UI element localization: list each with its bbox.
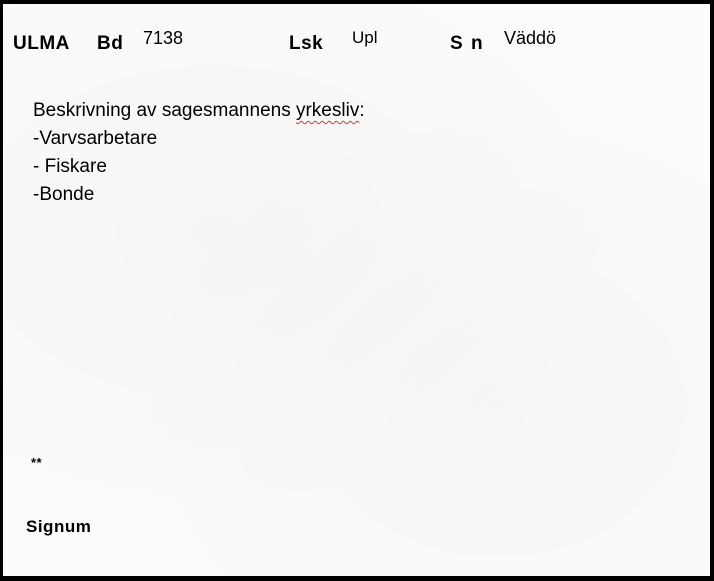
heading-flagged-word: yrkesliv [295,100,360,121]
heading-prefix: Beskrivning av sagesmannens [33,100,296,121]
description-heading [33,97,365,125]
occupation-item: -Varvsarbetare [33,128,158,149]
occupation-item: -Bonde [33,184,95,205]
sn-label: S n [450,33,485,54]
archive-label: ULMA [13,33,70,54]
occupation-item: - Fiskare [33,156,107,177]
bd-value: 7138 [143,28,184,48]
signum-label: Signum [26,517,92,536]
sn-value: Väddö [504,28,557,48]
heading-suffix: : [359,100,365,121]
bd-label: Bd [97,33,124,54]
lsk-label: Lsk [289,33,324,54]
footer-marker: ** [31,455,43,470]
lsk-value: Upl [352,28,378,47]
description-block [33,97,365,209]
archive-card [3,4,710,576]
